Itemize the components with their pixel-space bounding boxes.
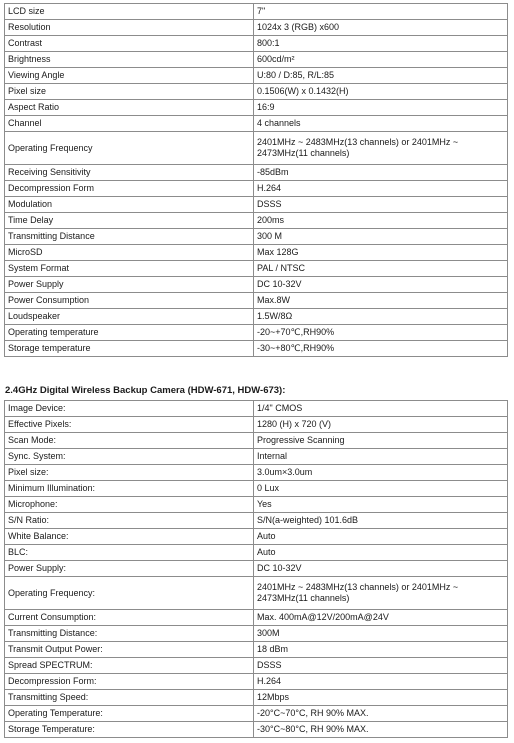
spec-label: Decompression Form: <box>5 674 254 690</box>
spec-label: Time Delay <box>5 213 254 229</box>
spec-value: 0.1506(W) x 0.1432(H) <box>254 84 508 100</box>
spec-value: 3.0um×3.0um <box>254 465 508 481</box>
spec-label: Modulation <box>5 197 254 213</box>
spec-value: 1/4" CMOS <box>254 401 508 417</box>
spec-value: Yes <box>254 497 508 513</box>
spec-value: 200ms <box>254 213 508 229</box>
spec-label: Transmitting Distance: <box>5 626 254 642</box>
spec-row <box>5 401 508 417</box>
spec-value: -85dBm <box>254 165 508 181</box>
spec-row <box>5 690 508 706</box>
spec-label: Effective Pixels: <box>5 417 254 433</box>
spec-label: Aspect Ratio <box>5 100 254 116</box>
spec-row <box>5 245 508 261</box>
spec-label: Decompression Form <box>5 181 254 197</box>
spec-label: Viewing Angle <box>5 68 254 84</box>
spec-label: Image Device: <box>5 401 254 417</box>
spec-row <box>5 197 508 213</box>
spec-value: 1.5W/8Ω <box>254 309 508 325</box>
spec-value: H.264 <box>254 674 508 690</box>
spec-value: 2401MHz ~ 2483MHz(13 channels) or 2401MHz ~ 2473MHz(11 channels) <box>254 577 508 610</box>
spec-row <box>5 722 508 738</box>
spec-label: Transmitting Distance <box>5 229 254 245</box>
spec-row <box>5 642 508 658</box>
spec-label: Brightness <box>5 52 254 68</box>
monitor-spec-table <box>4 3 508 357</box>
spec-label: BLC: <box>5 545 254 561</box>
spec-row <box>5 165 508 181</box>
monitor-spec-body <box>5 4 508 357</box>
spec-label: Microphone: <box>5 497 254 513</box>
spec-value: 600cd/m² <box>254 52 508 68</box>
spec-value: 300M <box>254 626 508 642</box>
spec-row <box>5 341 508 357</box>
spec-row <box>5 213 508 229</box>
spec-label: Transmit Output Power: <box>5 642 254 658</box>
spec-row <box>5 20 508 36</box>
spec-value: 18 dBm <box>254 642 508 658</box>
spec-value: DC 10-32V <box>254 561 508 577</box>
spec-row <box>5 132 508 165</box>
spec-row <box>5 481 508 497</box>
spec-row <box>5 293 508 309</box>
spec-row <box>5 513 508 529</box>
spec-row <box>5 658 508 674</box>
spec-label: Resolution <box>5 20 254 36</box>
camera-section-heading: 2.4GHz Digital Wireless Backup Camera (HDW-671, HDW-673): <box>5 385 286 396</box>
spec-value: -30°C~80°C, RH 90% MAX. <box>254 722 508 738</box>
spec-label: Channel <box>5 116 254 132</box>
spec-label: System Format <box>5 261 254 277</box>
spec-row <box>5 325 508 341</box>
spec-label: Loudspeaker <box>5 309 254 325</box>
spec-value: Max. 400mA@12V/200mA@24V <box>254 610 508 626</box>
spec-label: Contrast <box>5 36 254 52</box>
spec-row <box>5 181 508 197</box>
spec-label: Pixel size <box>5 84 254 100</box>
spec-row <box>5 100 508 116</box>
camera-spec-body <box>5 401 508 738</box>
spec-row <box>5 626 508 642</box>
spec-label: Transmitting Speed: <box>5 690 254 706</box>
spec-value: 1024x 3 (RGB) x600 <box>254 20 508 36</box>
spec-value: 16:9 <box>254 100 508 116</box>
spec-row <box>5 529 508 545</box>
spec-label: Minimum Illumination: <box>5 481 254 497</box>
spec-row <box>5 277 508 293</box>
spec-row <box>5 561 508 577</box>
spec-row <box>5 674 508 690</box>
spec-label: Operating temperature <box>5 325 254 341</box>
spec-value: Auto <box>254 545 508 561</box>
spec-row <box>5 52 508 68</box>
spec-row <box>5 229 508 245</box>
spec-row <box>5 309 508 325</box>
spec-value: -20~+70℃,RH90% <box>254 325 508 341</box>
spec-value: 4 channels <box>254 116 508 132</box>
spec-row <box>5 116 508 132</box>
spec-row <box>5 36 508 52</box>
spec-row <box>5 497 508 513</box>
spec-value: U:80 / D:85, R/L:85 <box>254 68 508 84</box>
spec-value: 300 M <box>254 229 508 245</box>
spec-value: 0 Lux <box>254 481 508 497</box>
spec-row <box>5 84 508 100</box>
spec-value: DSSS <box>254 658 508 674</box>
spec-value: Max 128G <box>254 245 508 261</box>
spec-value: 800:1 <box>254 36 508 52</box>
spec-value: PAL / NTSC <box>254 261 508 277</box>
spec-label: MicroSD <box>5 245 254 261</box>
spec-value: Max.8W <box>254 293 508 309</box>
spec-label: White Balance: <box>5 529 254 545</box>
spec-row <box>5 449 508 465</box>
spec-row <box>5 68 508 84</box>
spec-value: Internal <box>254 449 508 465</box>
spec-label: Storage Temperature: <box>5 722 254 738</box>
spec-label: Pixel size: <box>5 465 254 481</box>
spec-label: S/N Ratio: <box>5 513 254 529</box>
spec-row <box>5 417 508 433</box>
spec-label: Operating Frequency <box>5 132 254 165</box>
spec-label: LCD size <box>5 4 254 20</box>
spec-row <box>5 577 508 610</box>
spec-label: Operating Temperature: <box>5 706 254 722</box>
spec-value: 12Mbps <box>254 690 508 706</box>
spec-value: 2401MHz ~ 2483MHz(13 channels) or 2401MHz ~ 2473MHz(11 channels) <box>254 132 508 165</box>
spec-row <box>5 433 508 449</box>
spec-value: H.264 <box>254 181 508 197</box>
spec-label: Storage temperature <box>5 341 254 357</box>
camera-spec-table <box>4 400 508 738</box>
spec-value: DC 10-32V <box>254 277 508 293</box>
spec-value: Auto <box>254 529 508 545</box>
spec-value: -20°C~70°C, RH 90% MAX. <box>254 706 508 722</box>
spec-value: Progressive Scanning <box>254 433 508 449</box>
spec-row <box>5 610 508 626</box>
spec-value: 7" <box>254 4 508 20</box>
spec-row <box>5 4 508 20</box>
spec-label: Spread SPECTRUM: <box>5 658 254 674</box>
spec-label: Scan Mode: <box>5 433 254 449</box>
spec-row <box>5 465 508 481</box>
spec-label: Receiving Sensitivity <box>5 165 254 181</box>
spec-label: Power Consumption <box>5 293 254 309</box>
spec-label: Power Supply <box>5 277 254 293</box>
spec-label: Power Supply: <box>5 561 254 577</box>
spec-value: -30~+80℃,RH90% <box>254 341 508 357</box>
spec-value: S/N(a-weighted) 101.6dB <box>254 513 508 529</box>
spec-value: 1280 (H) x 720 (V) <box>254 417 508 433</box>
spec-row <box>5 545 508 561</box>
spec-label: Operating Frequency: <box>5 577 254 610</box>
spec-value: DSSS <box>254 197 508 213</box>
spec-label: Current Consumption: <box>5 610 254 626</box>
spec-row <box>5 706 508 722</box>
spec-label: Sync. System: <box>5 449 254 465</box>
spec-row <box>5 261 508 277</box>
